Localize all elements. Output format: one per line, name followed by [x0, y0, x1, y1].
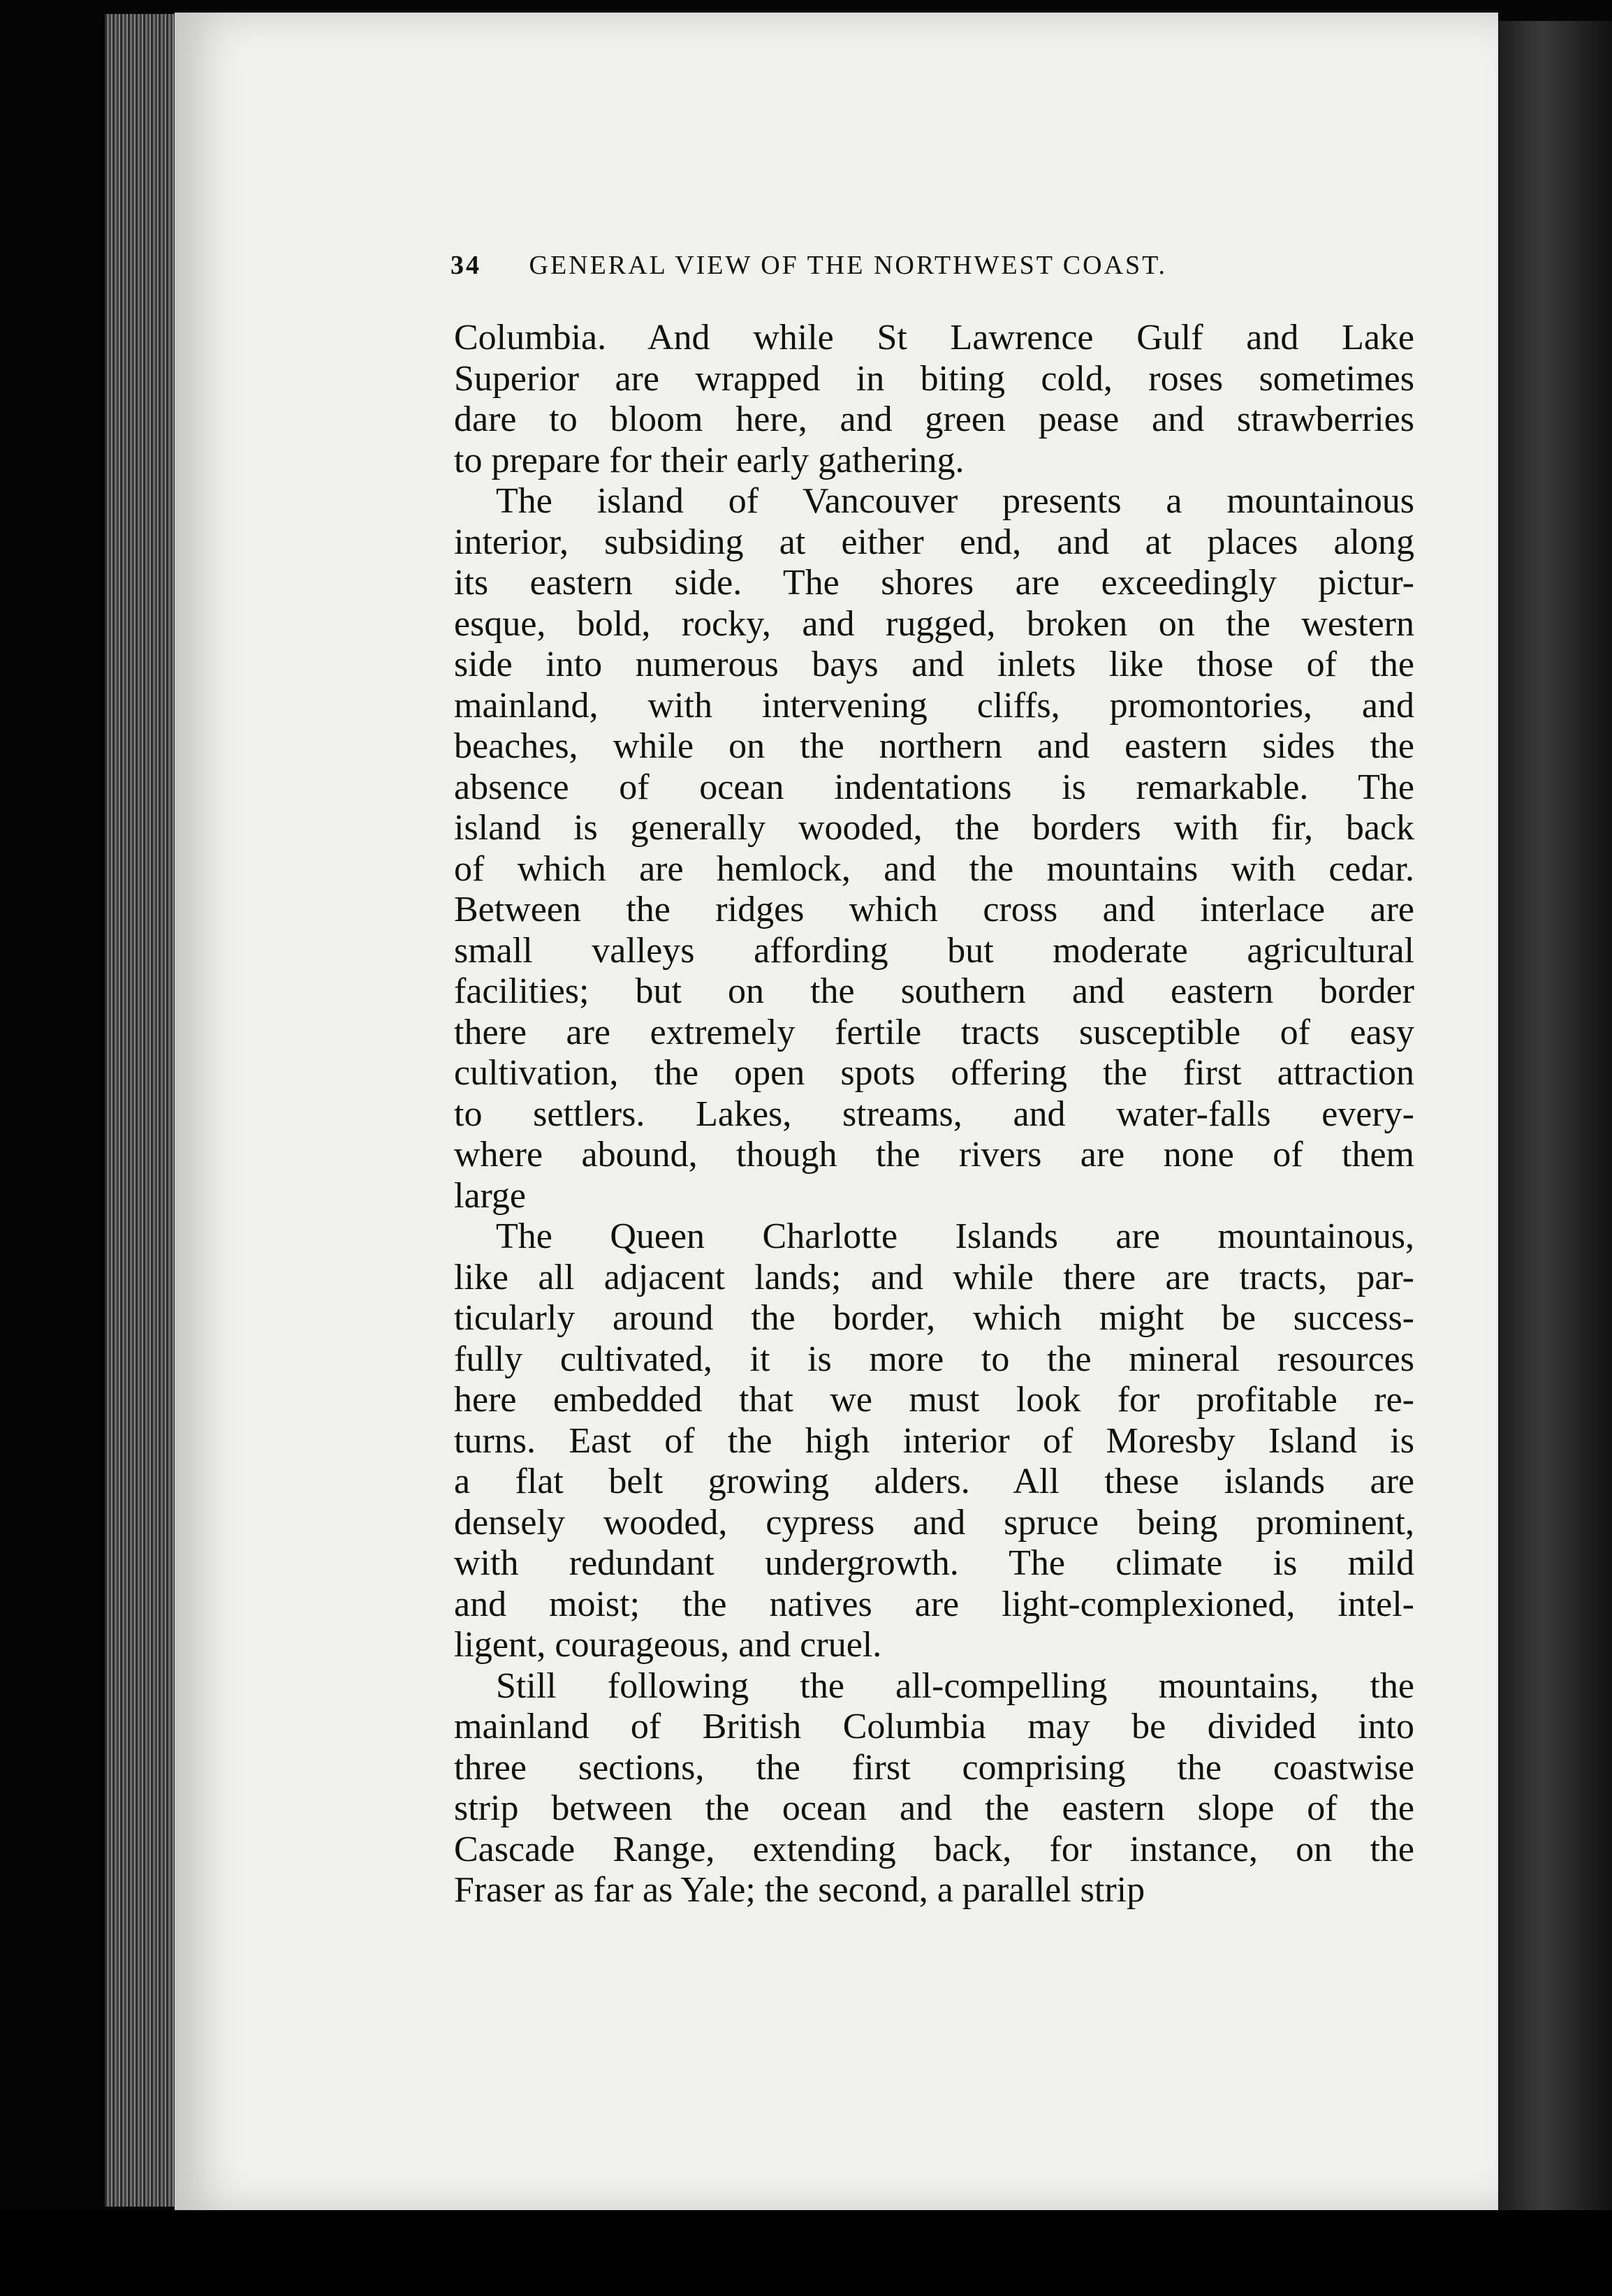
text-line: where abound, though the rivers are none of them — [454, 1135, 1414, 1175]
text-line: with redundant undergrowth. The climate is mild — [454, 1543, 1414, 1583]
text-line: facilities; but on the southern and eastern border — [454, 971, 1414, 1011]
text-line: Between the ridges which cross and interlace are — [454, 890, 1414, 929]
book-page-edges — [105, 14, 182, 2207]
text-line: large — [454, 1175, 526, 1216]
text-line: ticularly around the border, which might be success- — [454, 1298, 1414, 1338]
text-line: like all adjacent lands; and while there are tracts, par- — [454, 1257, 1414, 1297]
text-line: The island of Vancouver presents a mountainous — [496, 481, 1414, 521]
text-line: Superior are wrapped in biting cold, roses sometimes — [454, 358, 1414, 399]
paragraph — [454, 1666, 1414, 1911]
text-line: strip between the ocean and the eastern slope of the — [454, 1788, 1414, 1828]
text-line: there are extremely fertile tracts susceptible of easy — [454, 1012, 1414, 1052]
book-gutter-shadow — [1495, 21, 1612, 2255]
text-line: to prepare for their early gathering. — [454, 440, 965, 480]
text-line: side into numerous bays and inlets like those of the — [454, 645, 1414, 684]
text-line: its eastern side. The shores are exceedingly pictur- — [454, 563, 1414, 603]
paragraph — [454, 1216, 1414, 1666]
page-number: 34 — [450, 251, 481, 280]
text-line: island is generally wooded, the borders with fir, back — [454, 808, 1414, 848]
text-line: of which are hemlock, and the mountains with cedar. — [454, 848, 1414, 889]
text-line: ligent, courageous, and cruel. — [454, 1625, 882, 1665]
running-head — [450, 250, 1289, 292]
paragraph — [454, 318, 1414, 481]
text-line: mainland, with intervening cliffs, promontories, and — [454, 685, 1414, 726]
running-head-title: GENERAL VIEW OF THE NORTHWEST COAST. — [529, 251, 1168, 280]
text-line: The Queen Charlotte Islands are mountainous, — [496, 1216, 1414, 1256]
text-line: Still following the all-compelling mountains, the — [496, 1665, 1414, 1706]
text-line: densely wooded, cypress and spruce being prominent, — [454, 1502, 1414, 1543]
text-line: turns. East of the high interior of Moresby Island is — [454, 1420, 1414, 1461]
text-line: mainland of British Columbia may be divided into — [454, 1707, 1414, 1746]
scan-bottom-edge — [0, 2210, 1612, 2296]
text-line: here embedded that we must look for profitable re- — [454, 1380, 1414, 1420]
text-line: and moist; the natives are light-complexioned, intel- — [454, 1584, 1414, 1624]
text-line: interior, subsiding at either end, and at places along — [454, 522, 1414, 562]
text-line: absence of ocean indentations is remarkable. The — [454, 767, 1414, 807]
text-line: to settlers. Lakes, streams, and water-falls every- — [454, 1094, 1414, 1134]
text-line: Cascade Range, extending back, for instance, on the — [454, 1829, 1414, 1869]
text-line: beaches, while on the northern and eastern sides the — [454, 726, 1414, 766]
text-line: a flat belt growing alders. All these islands are — [454, 1462, 1414, 1501]
body-text — [454, 318, 1414, 1911]
text-line: small valleys affording but moderate agricultural — [454, 930, 1414, 971]
text-line: fully cultivated, it is more to the mineral resources — [454, 1339, 1414, 1379]
text-line: dare to bloom here, and green pease and strawberries — [454, 399, 1414, 439]
text-line: Columbia. And while St Lawrence Gulf and Lake — [454, 318, 1414, 358]
paragraph — [454, 481, 1414, 1216]
text-line: Fraser as far as Yale; the second, a parallel strip — [454, 1870, 1145, 1910]
text-line: cultivation, the open spots offering the first attraction — [454, 1053, 1414, 1093]
text-line: esque, bold, rocky, and rugged, broken on the western — [454, 603, 1414, 644]
text-line: three sections, the first comprising the coastwise — [454, 1747, 1414, 1788]
